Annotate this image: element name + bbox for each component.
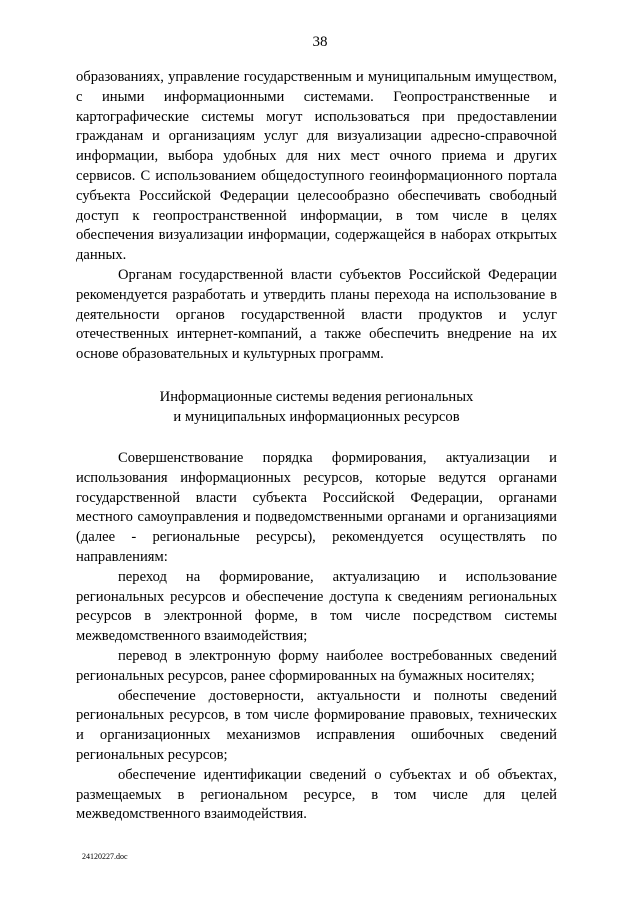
list-item-identification: обеспечение идентификации сведений о субъектах и об объектах, размещаемых в региональном ресурсе, в том числе для целей межведомственного взаимодействия. xyxy=(76,766,557,823)
list-item-digitization: перевод в электронную форму наиболее востребованных сведений региональных ресурсов, ранее сформированных на бумажных носителях; xyxy=(76,647,557,684)
section-heading-line-1: Информационные системы ведения региональных xyxy=(159,388,474,405)
page-number: 38 xyxy=(312,34,328,50)
list-item-transition: переход на формирование, актуализацию и использование региональных ресурсов и обеспечение доступа к сведениям региональных ресурсов в электронной форме, в том числе посредством системы межведомственного взаимодействия; xyxy=(76,568,557,645)
document-body xyxy=(76,68,557,825)
list-item-accuracy: обеспечение достоверности, актуальности и полноты сведений региональных ресурсов, в том числе формирование правовых, технических и организационных механизмов исправления ошибочных сведений региональных ресурсов; xyxy=(76,687,557,763)
file-name-footer: 24120227.doc xyxy=(82,852,128,861)
paragraph-recommendation: Органам государственной власти субъектов Российской Федерации рекомендуется разработать и утвердить планы перехода на использование в деятельности органов государственной власти продуктов и услуг отечественных интернет-компаний, а также обеспечить внедрение на их основе образовательных и культурных программ. xyxy=(76,266,557,363)
paragraph-intro: Совершенствование порядка формирования, актуализации и использования информационных ресурсов, которые ведутся органами государственной власти субъекта Российской Федерации, органами местного самоуправления и подведомственными органами и организациями (далее - региональные ресурсы), рекомендуется осуществлять по направлениям: xyxy=(76,449,557,565)
section-heading-line-2: и муниципальных информационных ресурсов xyxy=(173,408,460,425)
section-heading xyxy=(76,387,557,427)
paragraph-continuation: образованиях, управление государственным и муниципальным имуществом, с иными информационными системами. Геопространственные и картографические системы могут использоваться при предоставлении гражданам и организациям услуг для визуализации адресно-справочной информации, выбора удобных для них мест очного приема и других сервисов. С использованием общедоступного геоинформационного портала субъекта Российской Федерации целесообразно обеспечивать свободный доступ к геопространственной информации, в том числе в целях обеспечения визуализации информации, содержащейся в наборах открытых данных. xyxy=(76,69,557,264)
